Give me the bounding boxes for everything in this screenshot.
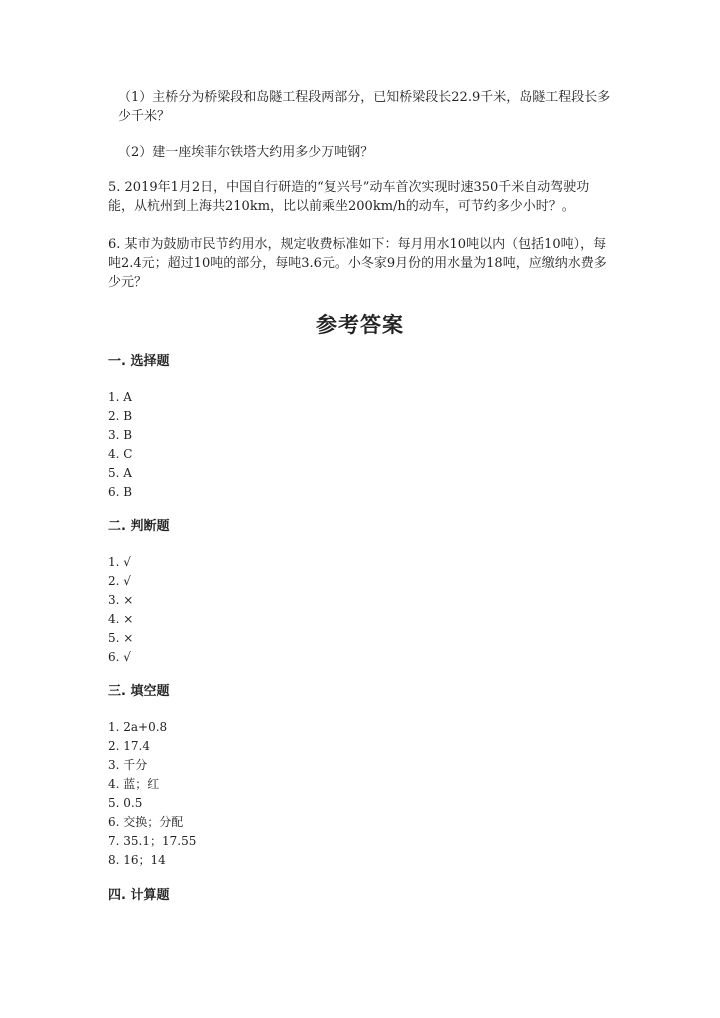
answer-item: 4. 蓝；红 — [108, 777, 160, 791]
question-6: 6. 某市为鼓励市民节约用水，规定收费标准如下：每月用水10吨以内（包括10吨），每吨2.4元；超过10吨的部分，每吨3.6元。小冬家9月份的用水量为18吨，应缴纳水费多少元？ — [108, 237, 607, 290]
answer-item: 3. 千分 — [108, 758, 148, 772]
section-heading-calculation: 四. 计算题 — [108, 888, 170, 903]
answer-list-fill-blank — [108, 718, 196, 870]
section-heading-fill-blank: 三. 填空题 — [108, 684, 170, 699]
answer-item: 6. B — [108, 485, 133, 499]
answer-item: 3. × — [108, 593, 134, 607]
answer-item: 1. √ — [108, 555, 131, 569]
answer-item: 8. 16；14 — [108, 853, 166, 867]
answer-item: 2. √ — [108, 574, 131, 588]
question-4-part-1: （1）主桥分为桥梁段和岛隧工程段两部分，已知桥梁段长22.9千米，岛隧工程段长多少千米？ — [118, 90, 611, 124]
answer-list-multiple-choice — [108, 388, 132, 502]
answer-item: 4. C — [108, 447, 133, 461]
section-heading-multiple-choice: 一. 选择题 — [108, 354, 170, 369]
answer-item: 3. B — [108, 428, 133, 442]
answer-item: 5. 0.5 — [108, 796, 143, 810]
answer-item: 5. A — [108, 466, 132, 480]
question-4-part-2: （2）建一座埃菲尔铁塔大约用多少万吨钢？ — [118, 145, 374, 160]
answer-key-title: 参考答案 — [316, 313, 404, 337]
question-5: 5. 2019年1月2日，中国自行研造的“复兴号”动车首次实现时速350千米自动驾驶功能，从杭州到上海共210km，比以前乘坐200km/h的动车，可节约多少小时？。 — [108, 180, 590, 214]
answer-item: 6. 交换；分配 — [108, 815, 184, 829]
answer-item: 1. 2a+0.8 — [108, 720, 168, 734]
answer-item: 2. B — [108, 409, 133, 423]
answer-item: 7. 35.1；17.55 — [108, 834, 197, 848]
answer-list-true-false — [108, 553, 133, 667]
answer-item: 4. × — [108, 612, 134, 626]
answer-item: 2. 17.4 — [108, 739, 150, 753]
answer-item: 6. √ — [108, 650, 131, 664]
section-heading-true-false: 二. 判断题 — [108, 519, 170, 534]
answer-item: 5. × — [108, 631, 134, 645]
answer-item: 1. A — [108, 390, 132, 404]
